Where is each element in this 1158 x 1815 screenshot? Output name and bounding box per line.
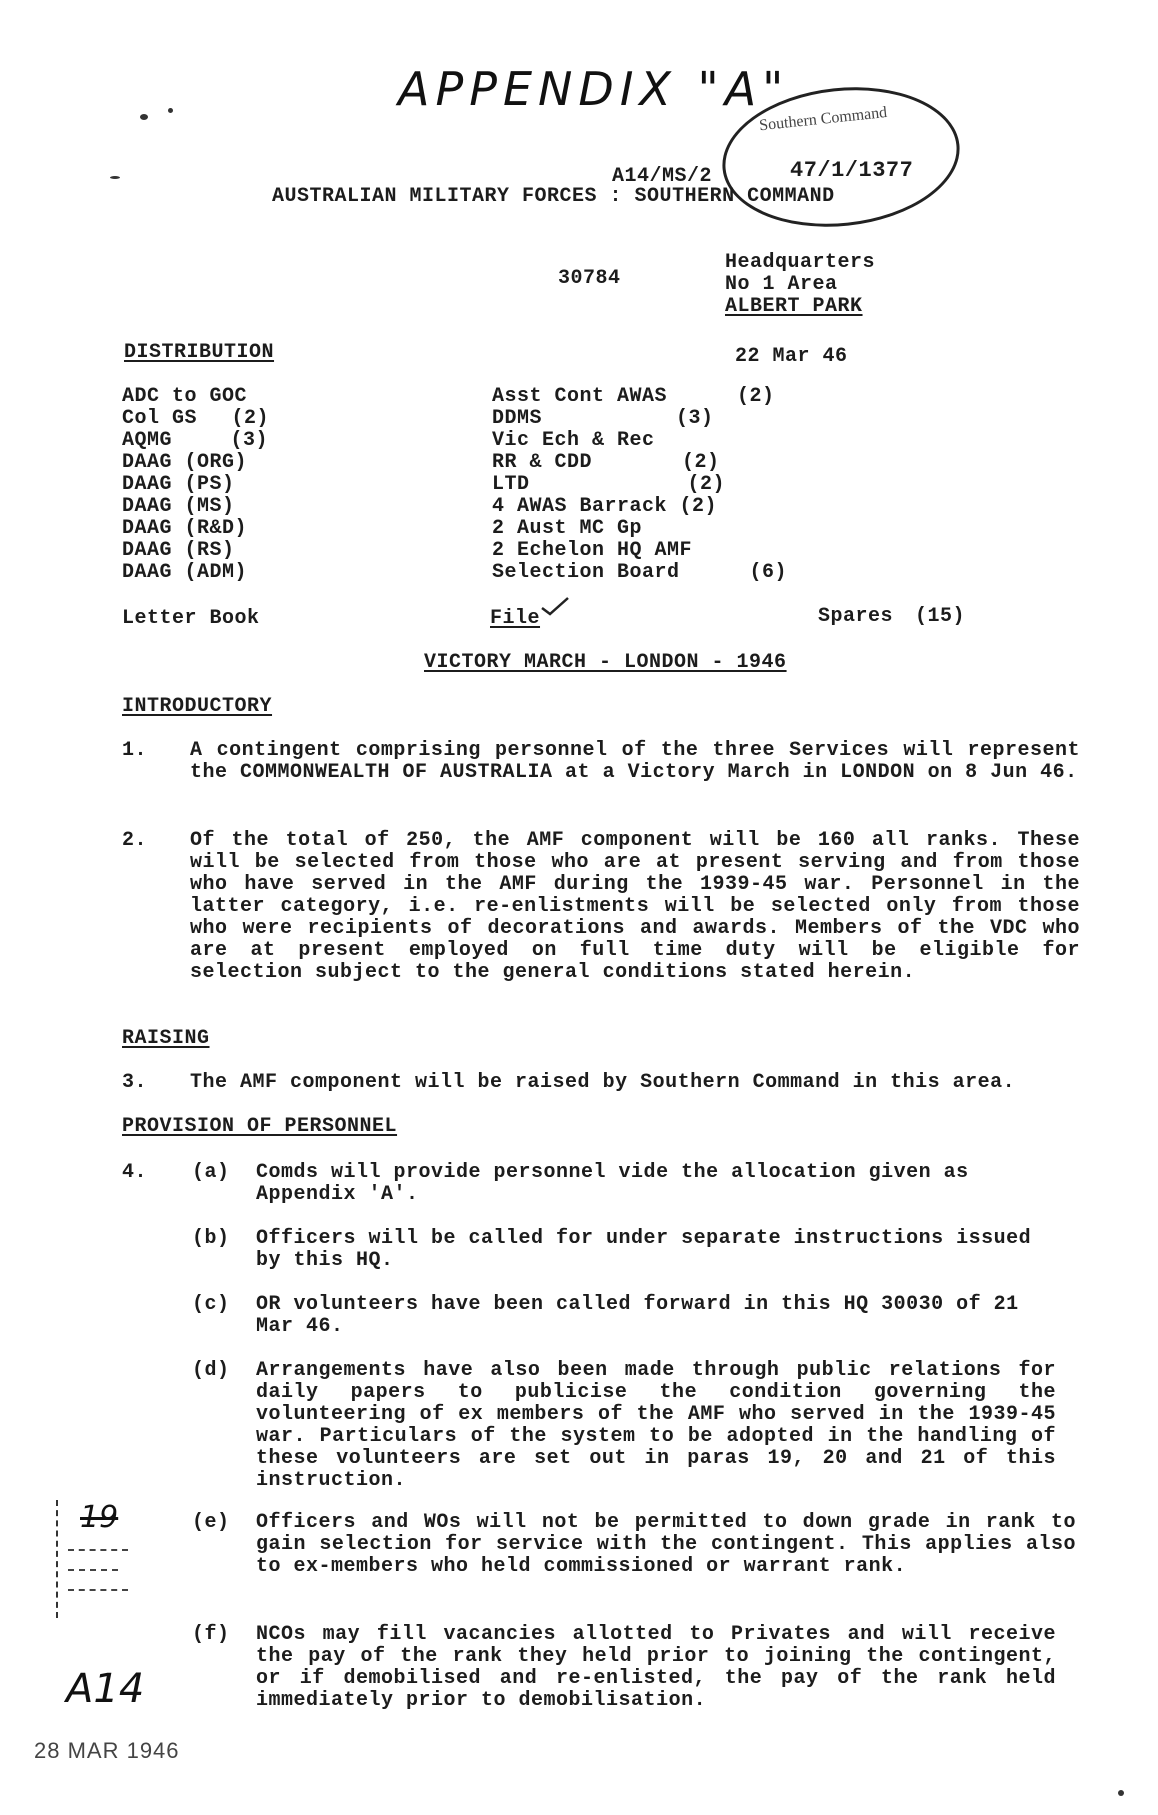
margin-tally-box — [56, 1500, 144, 1618]
distribution-item: Asst Cont AWAS (2) — [492, 385, 775, 408]
ink-speck — [110, 176, 120, 179]
section-heading-introductory: INTRODUCTORY — [122, 695, 273, 718]
subpara-a: Comds will provide personnel vide the allocation given as Appendix 'A'. — [256, 1161, 969, 1206]
distribution-item: DAAG (PS) — [122, 473, 235, 496]
subpara-letter: (f) — [192, 1623, 230, 1646]
subpara-letter: (d) — [192, 1359, 230, 1382]
distribution-item: 2 Aust MC Gp — [492, 517, 643, 540]
subpara-f: NCOs may fill vacancies allotted to Privates and will receive the pay of the rank they held prior to joining the contingent, or if demobilised and re-enlisted, the pay of the rank held immediately prior to demobilisation. — [256, 1623, 1056, 1712]
subpara-b: Officers will be called for under separate instructions issued by this HQ. — [256, 1227, 1032, 1272]
section-heading-raising: RAISING — [122, 1027, 210, 1050]
appendix-title-handwritten: APPENDIX "A" — [398, 62, 790, 116]
distribution-item: 4 AWAS Barrack (2) — [492, 495, 718, 518]
address-line-3: ALBERT PARK — [725, 295, 863, 318]
distribution-item: DAAG (MS) — [122, 495, 235, 518]
serial-number: 30784 — [558, 267, 621, 290]
distribution-left-list — [122, 386, 269, 584]
paragraph-number: 1. — [122, 739, 148, 762]
spares-label: Spares (15) — [818, 605, 966, 628]
subpara-letter: (b) — [192, 1227, 230, 1250]
distribution-item: DAAG (ORG) — [122, 451, 248, 474]
distribution-item: Vic Ech & Rec — [492, 429, 655, 452]
file-label: File — [490, 607, 541, 630]
distribution-item: ADC to GOC — [122, 385, 248, 408]
distribution-item: DDMS (3) — [492, 407, 714, 430]
margin-reference-handwritten: A14 — [66, 1666, 145, 1712]
distribution-item: Selection Board (6) — [492, 561, 788, 584]
subpara-c: OR volunteers have been called forward in this HQ 30030 of 21 Mar 46. — [256, 1293, 1019, 1338]
subpara-e: Officers and WOs will not be permitted to down grade in rank to gain selection for service with the contingent. This applies also to ex-members who held commissioned or warrant rank. — [256, 1511, 1076, 1578]
subpara-letter: (c) — [192, 1293, 230, 1316]
distribution-heading: DISTRIBUTION — [124, 341, 275, 364]
received-date-stamp: 28 MAR 1946 — [34, 1738, 180, 1763]
distribution-item: LTD (2) — [492, 473, 726, 496]
distribution-item: RR & CDD (2) — [492, 451, 720, 474]
document-date: 22 Mar 46 — [735, 345, 848, 368]
margin-tally-number: 19 — [80, 1500, 119, 1535]
paragraph-3: The AMF component will be raised by Southern Command in this area. — [190, 1071, 1016, 1094]
ink-speck — [168, 108, 173, 113]
subpara-letter: (e) — [192, 1511, 230, 1534]
ink-speck — [1118, 1790, 1124, 1796]
distribution-item: Col GS (2) — [122, 407, 270, 430]
document-title-line: AUSTRALIAN MILITARY FORCES : SOUTHERN COMMAND — [272, 185, 835, 208]
checkmark-icon — [540, 596, 570, 616]
subpara-letter: (a) — [192, 1161, 230, 1184]
subject-heading: VICTORY MARCH - LONDON - 1946 — [424, 651, 787, 674]
subpara-d: Arrangements have also been made through public relations for daily papers to publicise the condition governing the volunteering of ex members of the AMF who served in the 1939-45 war. Particulars of the system to be adopted in the handling of these volunteers are set out in paras 19, 20 and 21 of this instruction. — [256, 1359, 1056, 1492]
paragraph-number: 3. — [122, 1071, 148, 1094]
file-reference: A14/MS/2 — [612, 165, 713, 188]
stamp-reference: 47/1/1377 — [790, 158, 914, 183]
distribution-item: DAAG (RS) — [122, 539, 235, 562]
distribution-item: 2 Echelon HQ AMF — [492, 539, 693, 562]
paragraph-number: 4. — [122, 1161, 148, 1184]
distribution-right-list — [492, 386, 787, 584]
distribution-item: DAAG (R&D) — [122, 517, 248, 540]
ink-speck — [140, 114, 148, 120]
distribution-item: AQMG (3) — [122, 429, 269, 452]
stamp-text: Southern Command — [758, 103, 888, 135]
paragraph-2: Of the total of 250, the AMF component will be 160 all ranks. These will be selected from those who are at present serving and from those who have served in the AMF during the 1939-45 war. Personnel in the latter category, i.e. re-enlistments will be selected only from those who were recipients of decorations and awards. Members of the VDC who are at present employed on full time duty will be eligible for selection subject to the general conditions stated herein. — [190, 829, 1080, 984]
paragraph-1: A contingent comprising personnel of the three Services will represent the COMMONWEALTH OF AUSTRALIA at a Victory March in LONDON on 8 Jun 46. — [190, 739, 1080, 784]
distribution-item: DAAG (ADM) — [122, 561, 248, 584]
address-line-1: Headquarters — [725, 251, 876, 274]
letter-book-label: Letter Book — [122, 607, 260, 630]
paragraph-number: 2. — [122, 829, 148, 852]
address-line-2: No 1 Area — [725, 273, 838, 296]
section-heading-provision: PROVISION OF PERSONNEL — [122, 1115, 398, 1138]
